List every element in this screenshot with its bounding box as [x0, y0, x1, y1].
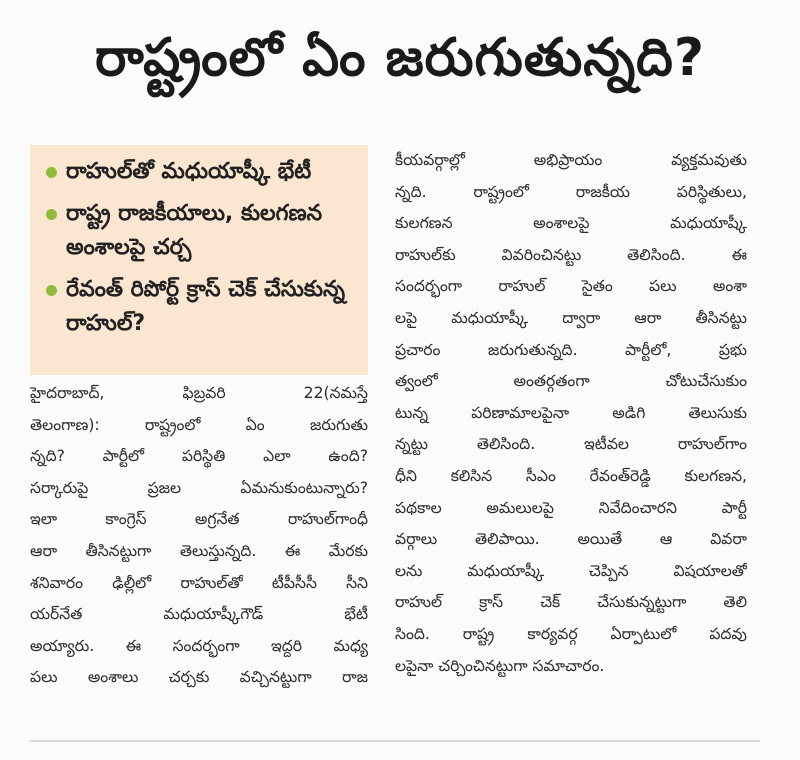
bullet-icon [46, 285, 57, 296]
text-line: శనివారం ఢిల్లీలో రాహుల్‌తో టీపీసీసీ సీని [30, 573, 368, 592]
text-line: రాహుల్ క్రాస్ చెక్ చేసుకున్నట్టుగా తెలి [395, 593, 747, 612]
divider [30, 740, 760, 742]
text-line: పథకాల అమలులపై నివేదించారని పార్టీ [395, 498, 747, 517]
highlight-text: రేవంత్ రిపోర్ట్ క్రాస్ చెక్ చేసుకున్న రాహుల్? [66, 277, 345, 336]
text-line: కులగణన అంశాలపై మధుయాష్కీ [395, 214, 747, 233]
text-line: పలు అంశాలు చర్చకు వచ్చినట్టుగా రాజ [30, 668, 368, 687]
text-line: సందర్భంగా రాహుల్ సైతం పలు అంశా [395, 277, 747, 296]
text-line: సింది. రాష్ట్ర కార్యవర్గ ఏర్పాటులో పదవు [395, 624, 747, 643]
text-line: హైదరాబాద్, ఫిబ్రవరి 22(నమస్తే [30, 384, 368, 402]
text-line: ధీని కలిసిన సీఎం రేవంత్‌రెడ్డి కులగణన, [395, 466, 747, 485]
body-column-left [30, 378, 368, 694]
text-line: న్నది? పార్టీలో పరిస్థితి ఎలా ఉంది? [30, 447, 368, 466]
text-line: రాహుల్‌కు వివరించినట్టు తెలిసింది. ఈ [395, 245, 747, 264]
text-line: ఆరా తీసినట్టుగా తెలుస్తున్నది. ఈ మేరకు [30, 541, 368, 560]
text-line: వర్గాలు తెలిపాయి. అయితే ఆ వివరా [395, 530, 747, 549]
text-line: లపైనా చర్చించినట్టుగా సమాచారం. [395, 656, 605, 675]
text-line: యర్‌నేత మధుయాష్కీగౌడ్ భేటీ [30, 605, 368, 624]
body-column-right [395, 145, 747, 682]
text-line: కీయవర్గాల్లో అభిప్రాయం వ్యక్తమవుతు [395, 151, 747, 169]
text-line: లపై మధుయాష్కీ ద్వారా ఆరా తీసినట్టు [395, 308, 747, 327]
text-line: న్నట్టు తెలిసింది. ఇటీవల రాహుల్‌గాం [395, 435, 747, 454]
bullet-icon [46, 167, 57, 178]
highlight-text: రాష్ట్ర రాజకీయాలు, కులగణన అంశాలపై చర్చ [66, 201, 323, 260]
bullet-icon [46, 209, 57, 220]
text-line: త్వంలో అంతర్గతంగా చోటుచేసుకుం [395, 372, 747, 391]
text-line: ఇలా కాంగ్రెస్ అగ్రనేత రాహుల్‌గాంధీ [30, 510, 368, 529]
highlight-item [46, 197, 354, 265]
text-line: అయ్యారు. ఈ సందర్భంగా ఇద్దరి మధ్య [30, 636, 368, 655]
headline: రాష్ట్రంలో ఏం జరుగుతున్నది? [94, 28, 706, 88]
text-line: సర్కారుపై ప్రజల ఏమనుకుంటున్నారు? [30, 478, 368, 497]
highlight-item [46, 273, 354, 341]
text-line: తెలంగాణ): రాష్ట్రంలో ఏం జరుగుతు [30, 415, 368, 434]
highlights-box [30, 145, 368, 375]
text-line: లను మధుయాష్కీ చెప్పిన విషయాలతో [395, 561, 747, 580]
text-line: న్నది. రాష్ట్రంలో రాజకీయ పరిస్థితులు, [395, 182, 747, 201]
highlight-text: రాహుల్‌తో మధుయాష్కీ భేటీ [66, 159, 312, 184]
highlight-item [46, 155, 354, 189]
text-line: ప్రచారం జరుగుతున్నది. పార్టీలో, ప్రభు [395, 340, 747, 359]
text-line: టున్న పరిణామాలపైనా అడిగి తెలుసుకు [395, 403, 747, 422]
